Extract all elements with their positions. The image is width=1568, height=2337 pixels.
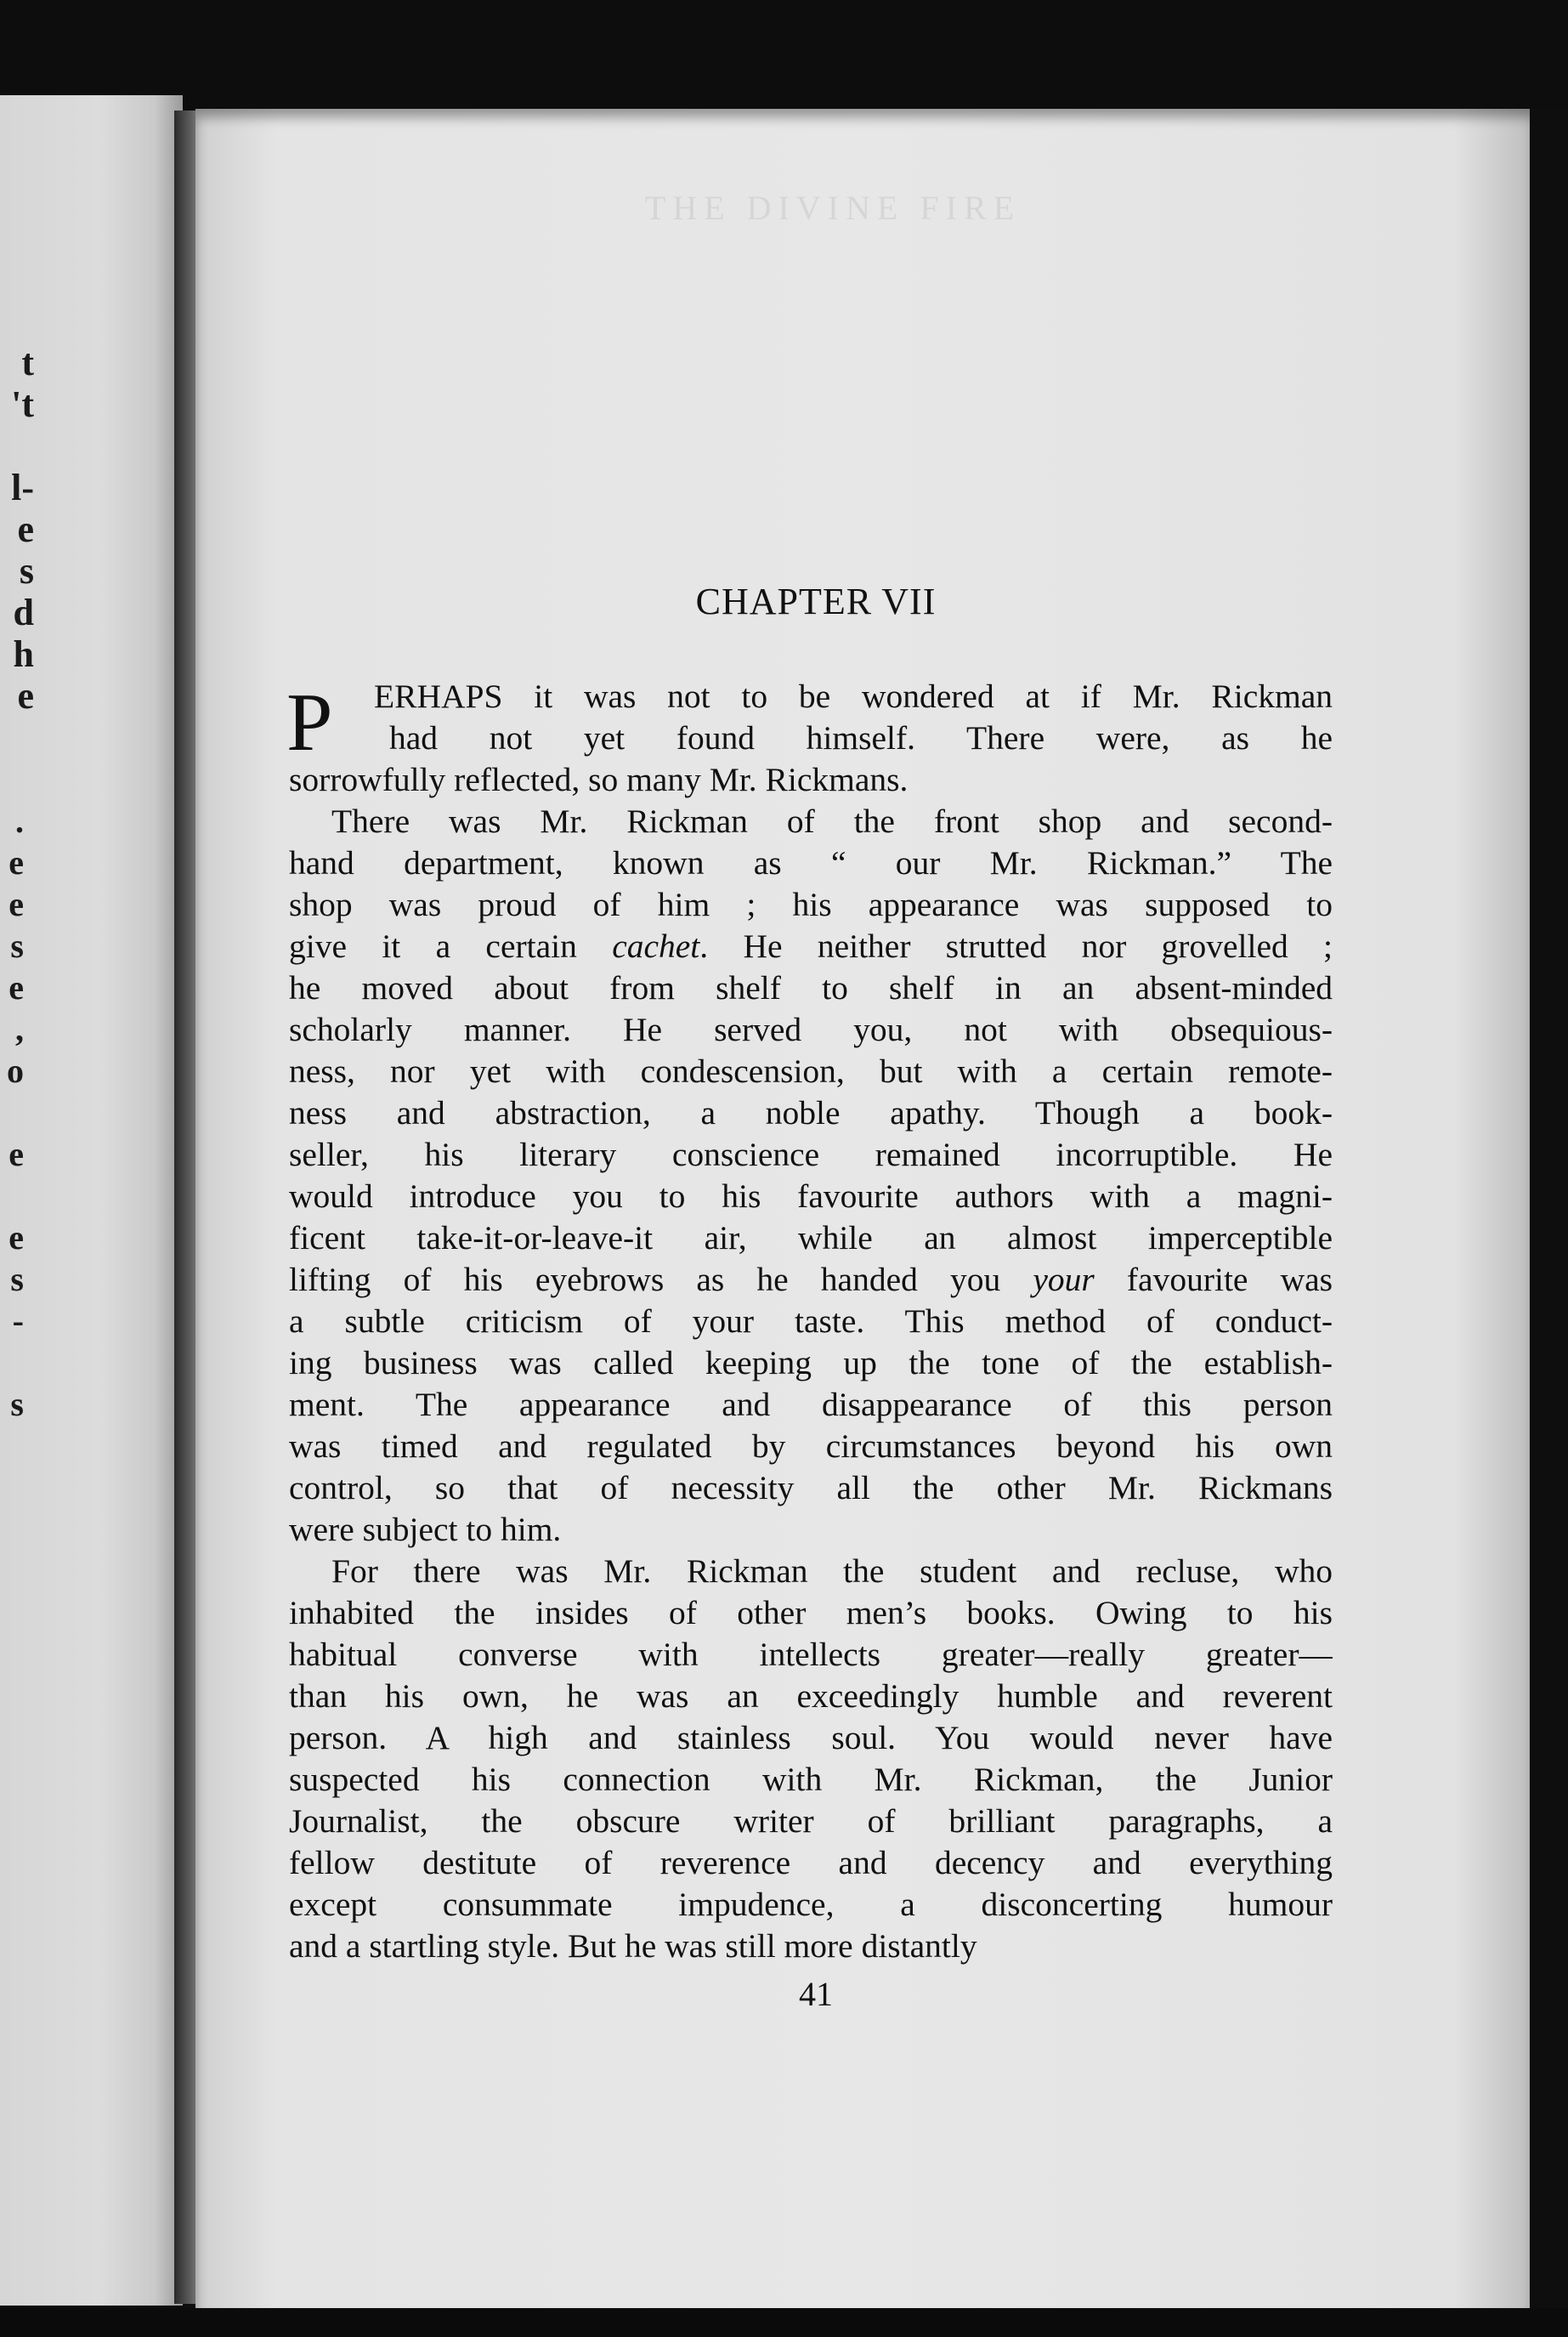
text-line: ness and abstraction, a noble apathy. Though a book-	[289, 1094, 1333, 1132]
facing-page-text-fragments-lower	[0, 801, 24, 1426]
margin-glyph: s	[10, 927, 24, 965]
text-lines	[289, 676, 1333, 1967]
text-line: There was Mr. Rickman of the front shop and second-	[331, 803, 1333, 840]
text-line: was timed and regulated by circumstances beyond his own	[289, 1427, 1333, 1465]
margin-glyph: e	[8, 1218, 24, 1256]
text-line: lifting of his eyebrows as he handed you your favourite was	[289, 1261, 1333, 1298]
text-line: than his own, he was an exceedingly humble and reverent	[289, 1677, 1333, 1715]
text-line: ERHAPS it was not to be wondered at if Mr. Rickman	[374, 678, 1333, 715]
text-line: and a startling style. But he was still more distantly	[289, 1927, 977, 1965]
text-line: give it a certain cachet. He neither strutted nor grovelled ;	[289, 927, 1333, 965]
text-line: control, so that of necessity all the other Mr. Rickmans	[289, 1469, 1333, 1506]
page-number: 41	[799, 1975, 833, 2013]
margin-glyph: e	[8, 968, 24, 1007]
margin-glyph: -	[12, 1302, 24, 1340]
margin-glyph	[0, 1092, 24, 1134]
text-line: seller, his literary conscience remained incorruptible. He	[289, 1136, 1333, 1173]
margin-glyph: h	[13, 633, 34, 675]
scan-bottom-edge	[0, 2308, 1568, 2337]
bleed-running-head: THE DIVINE FIRE	[644, 189, 1022, 227]
italic-word: cachet	[612, 927, 700, 965]
margin-glyph	[0, 1176, 24, 1217]
margin-glyph	[0, 1342, 24, 1384]
margin-glyph: e	[8, 1135, 24, 1173]
margin-glyph: .	[15, 802, 24, 840]
margin-glyph: e	[17, 675, 34, 717]
margin-glyph: s	[10, 1385, 24, 1423]
text-line: ness, nor yet with condescension, but with a certain remote-	[289, 1052, 1333, 1090]
margin-glyph: 't	[11, 383, 34, 425]
bleed-through-text	[280, 187, 1385, 246]
facing-page-edge	[0, 95, 183, 2306]
text-line: ing business was called keeping up the tone of the establish-	[289, 1344, 1333, 1381]
text-line: Journalist, the obscure writer of brilliant paragraphs, a	[289, 1802, 1333, 1840]
italic-word: your	[1033, 1261, 1095, 1298]
text-line: For there was Mr. Rickman the student and recluse, who	[331, 1552, 1333, 1590]
text-line: a subtle criticism of your taste. This method of conduct-	[289, 1302, 1333, 1340]
text-line: would introduce you to his favourite authors with a magni-	[289, 1177, 1333, 1215]
text-line: ficent take-it-or-leave-it air, while an almost imperceptible	[289, 1219, 1333, 1256]
text-line: inhabited the insides of other men’s books. Owing to his	[289, 1594, 1333, 1631]
text-line: ment. The appearance and disappearance of this person	[289, 1386, 1333, 1423]
margin-glyph: s	[10, 1260, 24, 1298]
page-right-edge	[1530, 109, 1568, 2319]
margin-glyph: e	[8, 885, 24, 923]
facing-page-text-fragments	[0, 342, 34, 717]
margin-glyph: l-	[11, 467, 34, 508]
margin-glyph: o	[7, 1052, 24, 1090]
text-line: hand department, known as “ our Mr. Rickman.” The	[289, 844, 1333, 882]
text-line: he moved about from shelf to shelf in an absent-minded	[289, 969, 1333, 1007]
text-line: habitual converse with intellects greater—really greater—	[289, 1636, 1333, 1673]
margin-glyph: e	[17, 508, 34, 550]
text-line: except consummate impudence, a disconcerting humour	[289, 1886, 1333, 1923]
text-line: sorrowfully reflected, so many Mr. Rickmans.	[289, 761, 909, 798]
body-text	[286, 676, 1333, 1967]
text-line: shop was proud of him ; his appearance was supposed to	[289, 886, 1333, 923]
text-line: were subject to him.	[289, 1511, 562, 1548]
margin-glyph: d	[13, 592, 34, 633]
text-line: suspected his connection with Mr. Rickman, the Junior	[289, 1761, 1333, 1798]
margin-glyph: t	[21, 342, 34, 383]
text-line: person. A high and stainless soul. You would never have	[289, 1719, 1333, 1756]
chapter-title: CHAPTER VII	[695, 581, 937, 622]
text-line: scholarly manner. He served you, not with obsequious-	[289, 1011, 1333, 1048]
margin-glyph: e	[8, 843, 24, 882]
margin-glyph: s	[19, 550, 34, 592]
drop-cap: P	[286, 677, 333, 769]
margin-glyph	[0, 425, 34, 467]
text-line: had not yet found himself. There were, as he	[389, 719, 1333, 757]
text-line: fellow destitute of reverence and decency and everything	[289, 1844, 1333, 1881]
margin-glyph: ,	[15, 1010, 24, 1048]
